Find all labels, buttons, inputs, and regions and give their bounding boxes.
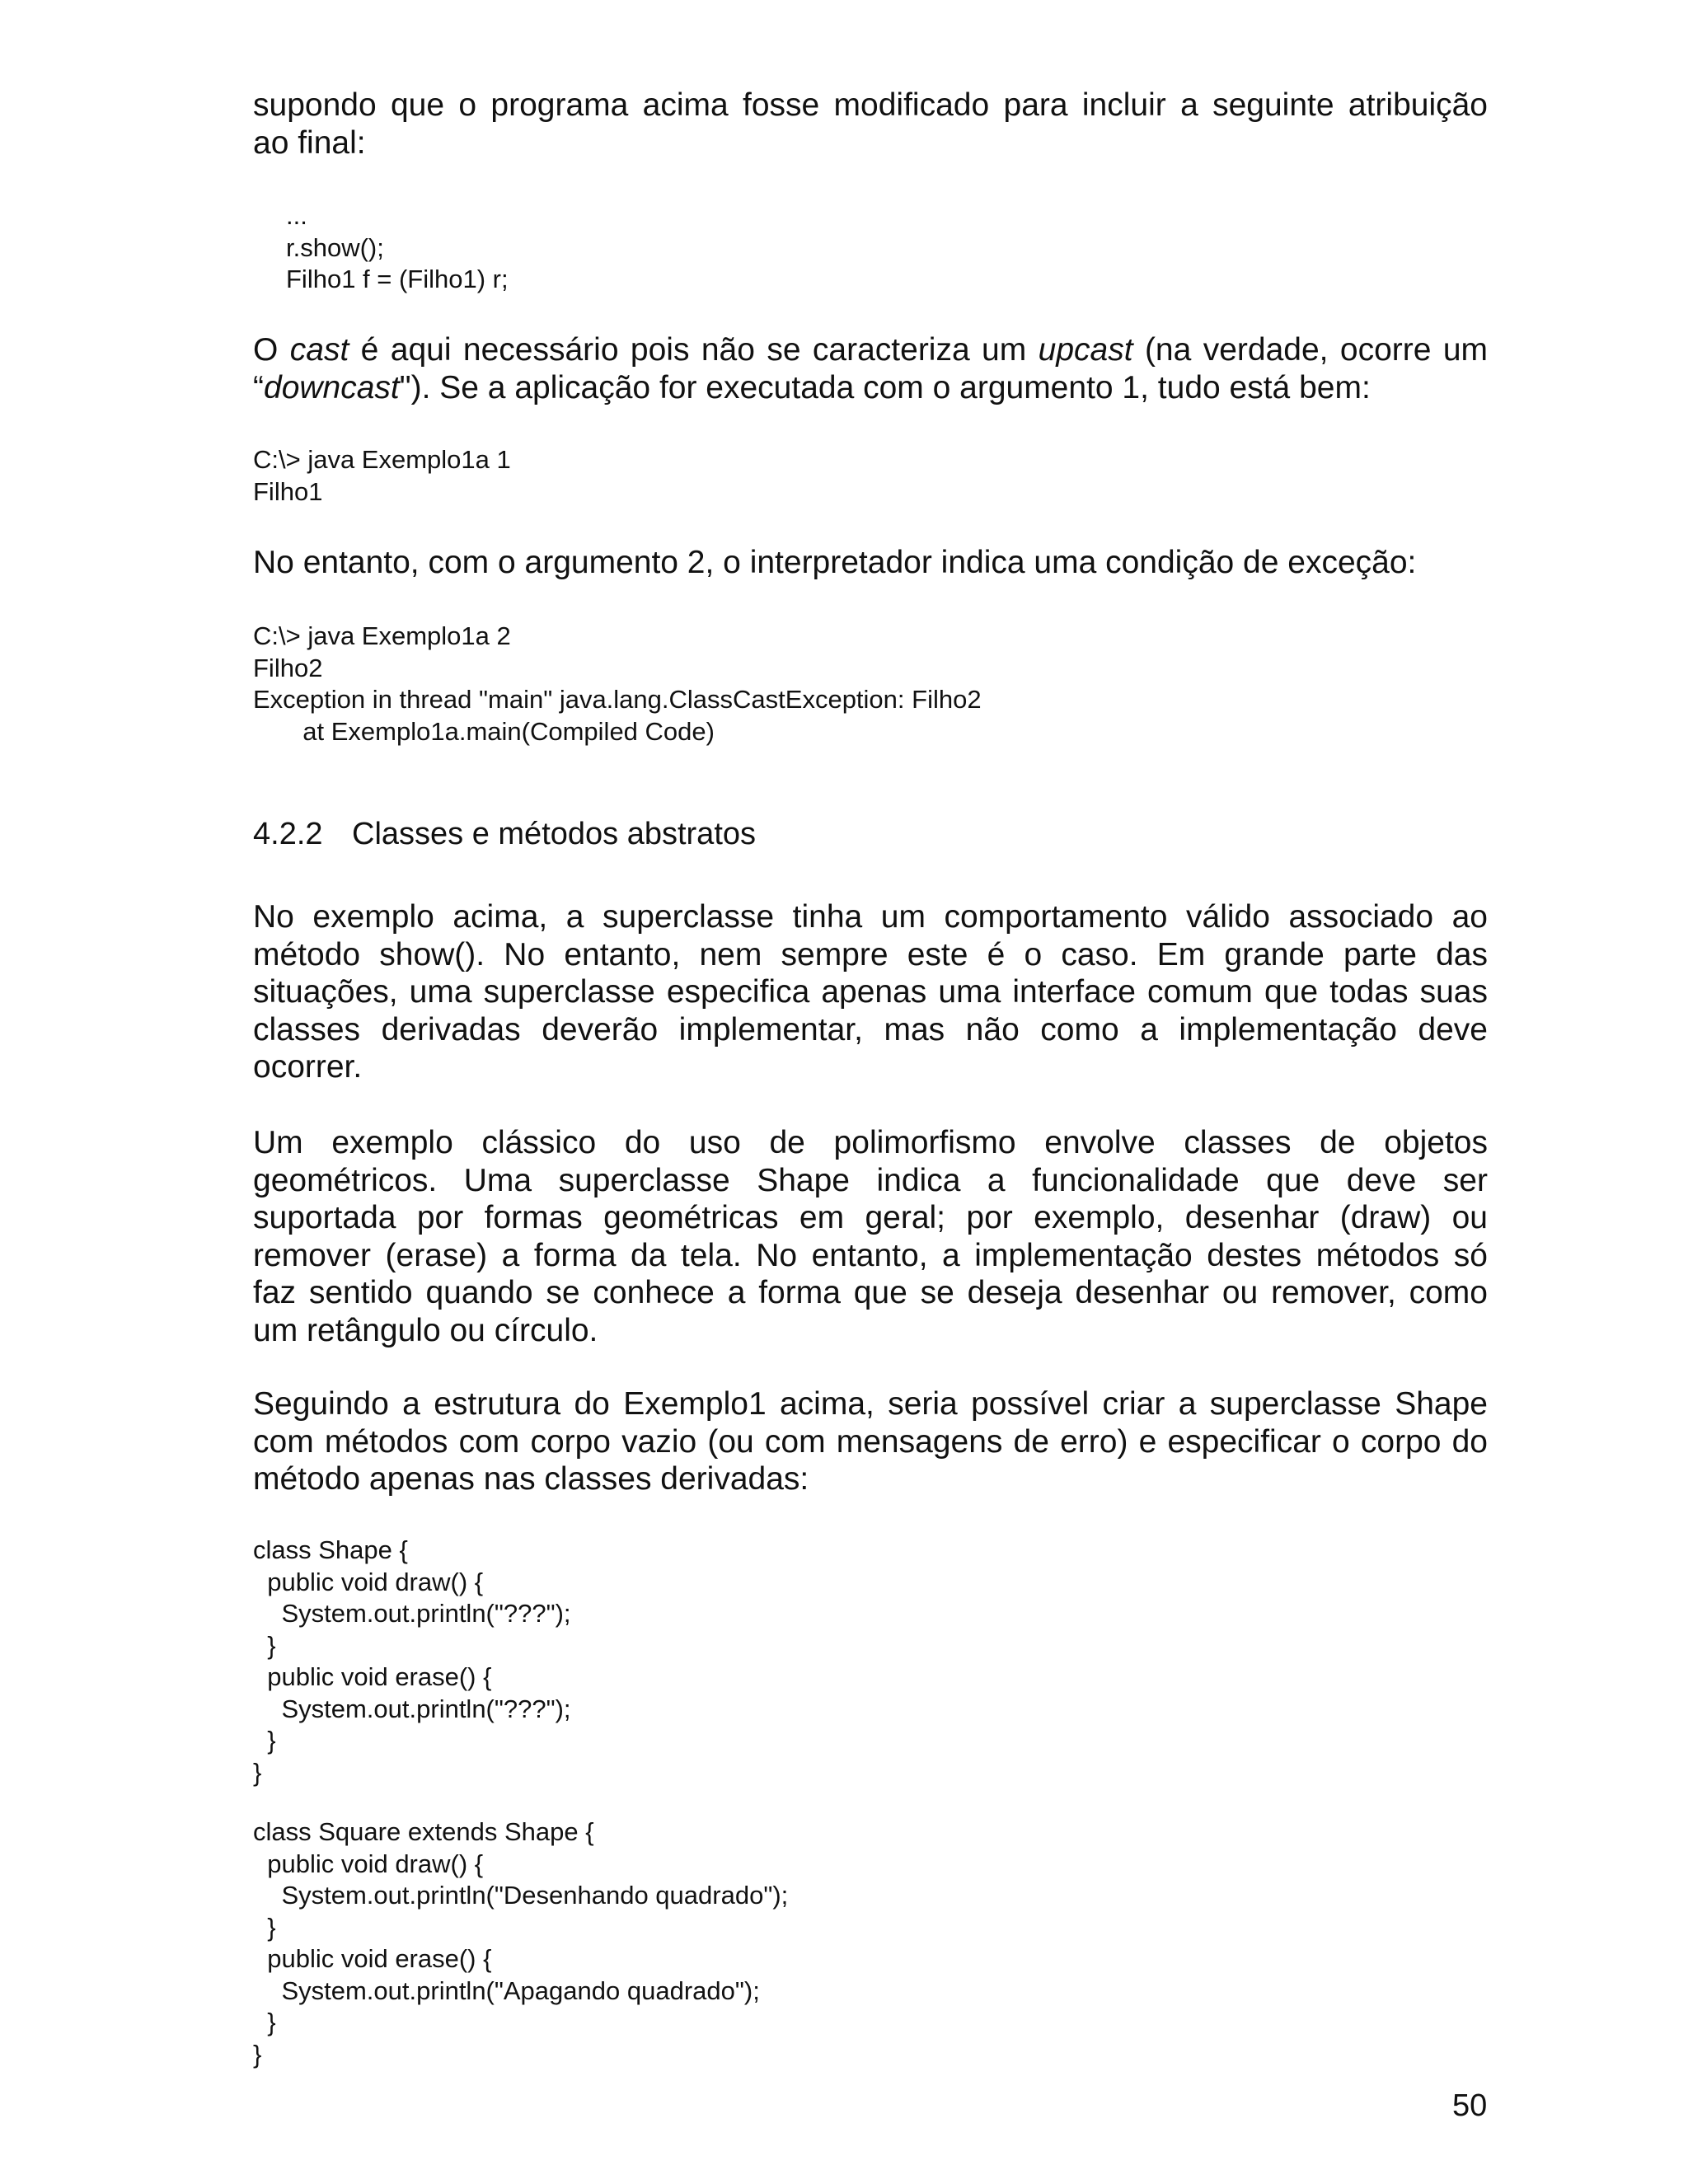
paragraph-line: classes derivadas deverão implementar, mas não como a implementação deve	[253, 1011, 1488, 1047]
italic-term-upcast: upcast	[1038, 332, 1133, 368]
paragraph-line: situações, uma superclasse especifica apenas uma interface comum que todas suas	[253, 974, 1488, 1010]
paragraph-line: com métodos com corpo vazio (ou com mensagens de erro) e especificar o corpo do	[253, 1423, 1488, 1460]
code-line: public void draw() {	[253, 1849, 484, 1878]
paragraph-line: No exemplo acima, a superclasse tinha um comportamento válido associado ao	[253, 899, 1488, 935]
page-number	[1452, 2088, 1492, 2123]
code-line: System.out.println("???");	[253, 1694, 571, 1723]
section-heading	[253, 816, 756, 852]
code-line: class Square extends Shape {	[253, 1817, 594, 1846]
text-run: é aqui necessário pois não se caracteriza um	[349, 332, 1039, 368]
polimorfismo-paragraph	[253, 1124, 1488, 1349]
paragraph-line: Um exemplo clássico do uso de polimorfismo envolve classes de objetos	[253, 1125, 1488, 1160]
code-line: }	[253, 2039, 262, 2069]
paragraph-line: remover (erase) a forma da tela. No entanto, a implementação destes métodos só	[253, 1237, 1488, 1273]
text-run: (na verdade, ocorre um	[1132, 332, 1489, 368]
code-line: }	[253, 2008, 276, 2036]
page-number-text: 50	[1452, 2088, 1488, 2123]
console-output-arg2	[253, 621, 982, 748]
code-line: System.out.println("Desenhando quadrado");	[253, 1881, 789, 1910]
cast-paragraph-line	[253, 331, 1488, 369]
code-line: System.out.println("Apagando quadrado");	[253, 1975, 760, 2005]
cast-paragraph	[253, 331, 1488, 406]
code-line: System.out.println("???");	[253, 1599, 571, 1628]
code-line: public void erase() {	[253, 1944, 492, 1973]
code-line: }	[253, 1726, 276, 1755]
cast-paragraph-line	[253, 369, 1488, 407]
code-line: }	[253, 1757, 262, 1787]
paragraph-line: Seguindo a estrutura do Exemplo1 acima, seria possível criar a superclasse Shape	[253, 1386, 1488, 1422]
console-line: C:\> java Exemplo1a 2	[253, 621, 511, 650]
code-line: ...	[286, 201, 307, 230]
console-line: C:\> java Exemplo1a 1	[253, 445, 511, 474]
code-class-shape	[253, 1535, 571, 1788]
intro-paragraph	[253, 87, 1488, 162]
text-run: “	[253, 369, 264, 405]
paragraph-line: método show(). No entanto, nem sempre este é o caso. Em grande parte das	[253, 936, 1488, 972]
code-line: r.show();	[286, 232, 384, 262]
code-line: public void draw() {	[253, 1567, 484, 1596]
paragraph-line: suportada por formas geométricas em geral; por exemplo, desenhar (draw) ou	[253, 1200, 1488, 1235]
code-line: }	[253, 1630, 276, 1660]
console-output-arg1	[253, 444, 511, 508]
superclass-paragraph	[253, 898, 1488, 1086]
code-line: class Shape {	[253, 1535, 408, 1564]
paragraph-line: geométricos. Uma superclasse Shape indica a funcionalidade que deve ser	[253, 1162, 1488, 1198]
italic-term-downcast: downcast	[264, 369, 400, 405]
code-line: public void erase() {	[253, 1662, 492, 1691]
paragraph-line: um retângulo ou círculo.	[253, 1312, 598, 1348]
paragraph-line: ocorrer.	[253, 1049, 363, 1085]
code-line: }	[253, 1912, 276, 1942]
intro-line: supondo que o programa acima fosse modificado para incluir a seguinte atribuição	[253, 87, 1488, 123]
italic-term-cast: cast	[289, 332, 349, 368]
console-line: at Exemplo1a.main(Compiled Code)	[253, 716, 715, 746]
intro-line: ao final:	[253, 124, 366, 161]
console-line: Filho1	[253, 476, 323, 506]
arg2-paragraph-line: No entanto, com o argumento 2, o interpretador indica uma condição de exceção:	[253, 545, 1417, 580]
section-number: 4.2.2	[253, 817, 323, 851]
arg2-paragraph	[253, 544, 1488, 582]
seguindo-paragraph	[253, 1385, 1488, 1498]
console-line: Filho2	[253, 653, 323, 682]
section-title: Classes e métodos abstratos	[352, 817, 757, 851]
code-class-square	[253, 1816, 788, 2070]
code-line: Filho1 f = (Filho1) r;	[286, 265, 509, 293]
code-snippet-cast	[286, 200, 509, 296]
text-run: "). Se a aplicação for executada com o argumento 1, tudo está bem:	[399, 369, 1371, 405]
text-run: O	[253, 332, 290, 368]
console-line: Exception in thread "main" java.lang.ClassCastException: Filho2	[253, 685, 982, 714]
paragraph-line: método apenas nas classes derivadas:	[253, 1461, 809, 1497]
paragraph-line: faz sentido quando se conhece a forma que se deseja desenhar ou remover, como	[253, 1275, 1488, 1310]
